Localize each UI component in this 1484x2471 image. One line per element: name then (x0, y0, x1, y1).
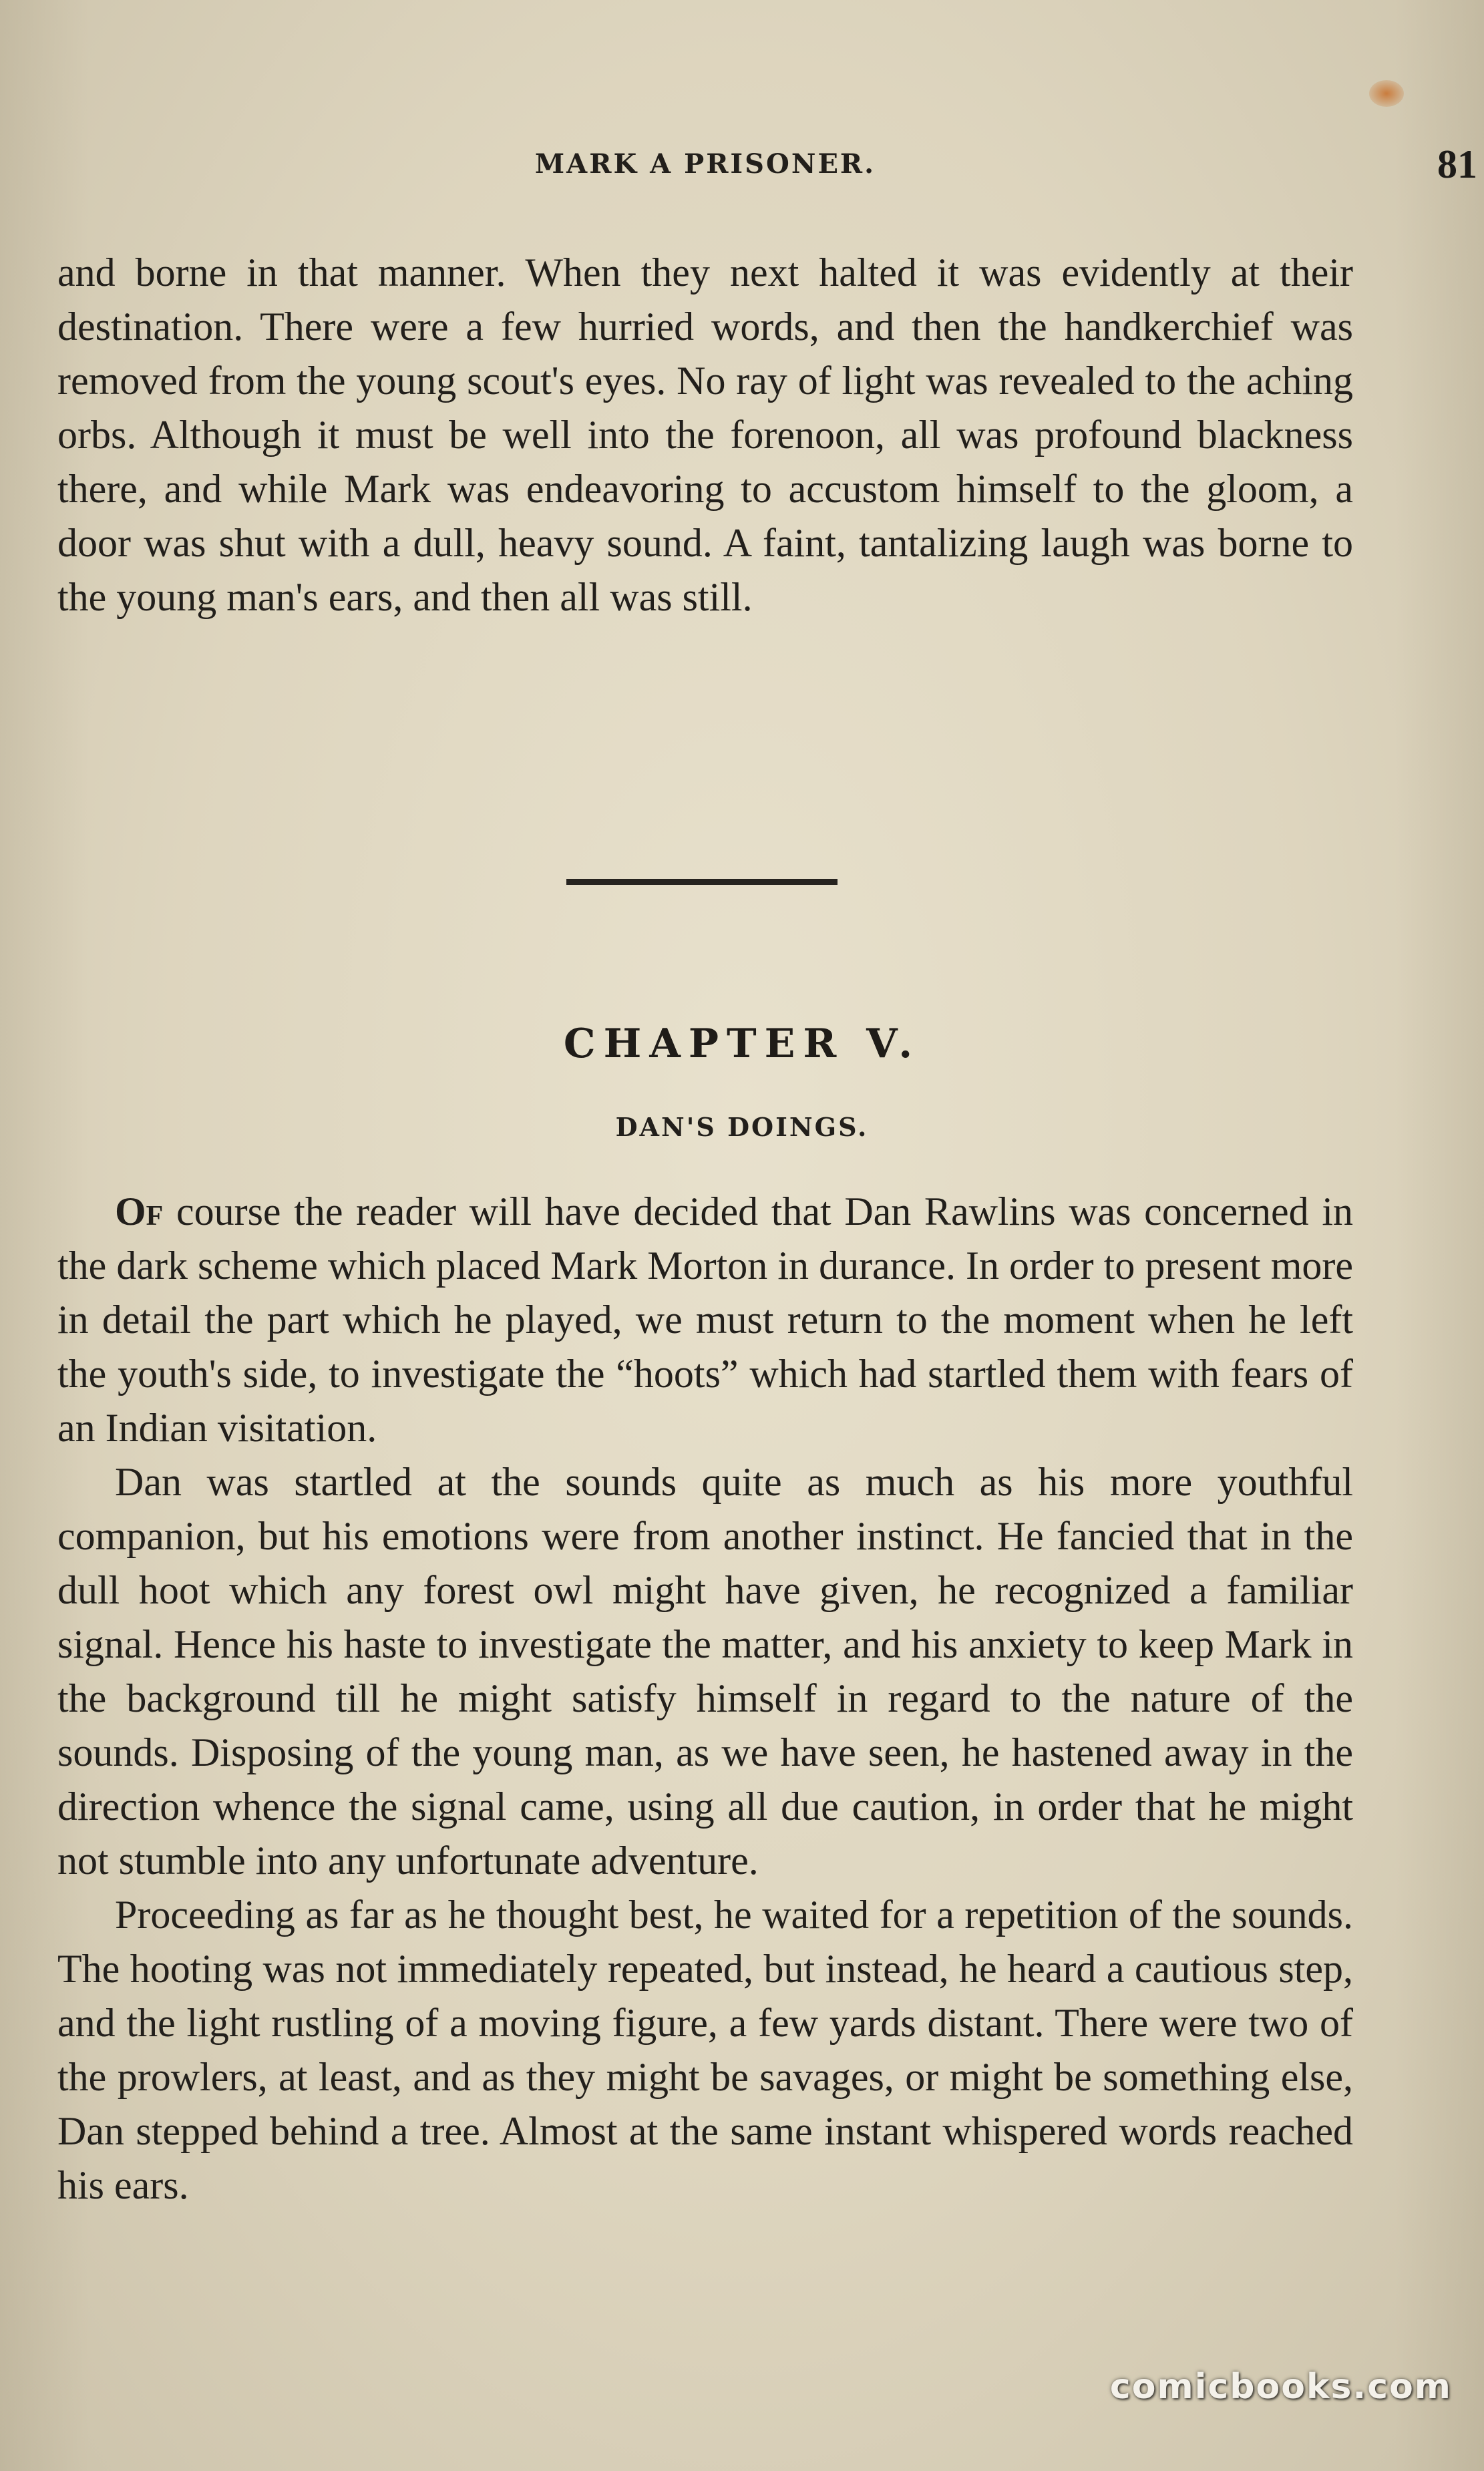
chapter-text (57, 1185, 1353, 2213)
chapter-subtitle: DAN'S DOINGS. (615, 1112, 869, 1142)
opening-word: Of (115, 1189, 164, 1233)
previous-chapter-text (57, 246, 1353, 624)
paragraph: Proceeding as far as he thought best, he waited for a repetition of the sounds. The hooting was not immediately repeated, but instead, he heard a cautious step, and the light rustling of a moving figure, a few yards distant. There were two of the prowlers, at least, and as they might be savages, or might be something else, Dan stepped behind a tree. Almost at the same instant whispered words reached his ears. (57, 1893, 1353, 2207)
paragraph: and borne in that manner. When they next halted it was evidently at their destination. There were a few hurried words, and then the handkerchief was removed from the young scout's eyes. No ray of light was revealed to the aching orbs. Although it must be well into the forenoon, all was profound blackness there, and while Mark was endeavoring to accustom himself to the gloom, a door was shut with a dull, heavy sound. A faint, tantalizing laugh was borne to the young man's ears, and then all was still. (57, 250, 1353, 619)
running-head (60, 142, 1477, 188)
page-stain (1369, 80, 1404, 107)
page-number: 81 (1437, 142, 1477, 186)
chapter-title: CHAPTER V. (563, 1020, 921, 1067)
running-title: MARK A PRISONER. (534, 148, 876, 180)
opening-paragraph-body: course the reader will have decided that Dan Rawlins was concerned in the dark scheme which placed Mark Morton in durance. In order to present more in detail the part which he played, we must return to the moment when he left the youth's side, to investigate the “hoots” which had startled them with fears of an Indian visitation. (57, 1189, 1353, 1450)
section-divider (566, 879, 838, 885)
watermark-logo: comicbooks.com (1109, 2367, 1452, 2407)
chapter-opening-paragraph (57, 1185, 1353, 1455)
paragraph: Dan was startled at the sounds quite as much as his more youthful companion, but his emotions were from another instinct. He fancied that in the dull hoot which any forest owl might have given, he recognized a familiar signal. Hence his haste to investigate the matter, and his anxiety to keep Mark in the background till he might satisfy himself in regard to the nature of the sounds. Disposing of the young man, as we have seen, he hastened away in the direction whence the signal came, using all due caution, in order that he might not stumble into any unfortunate adventure. (57, 1460, 1353, 1883)
